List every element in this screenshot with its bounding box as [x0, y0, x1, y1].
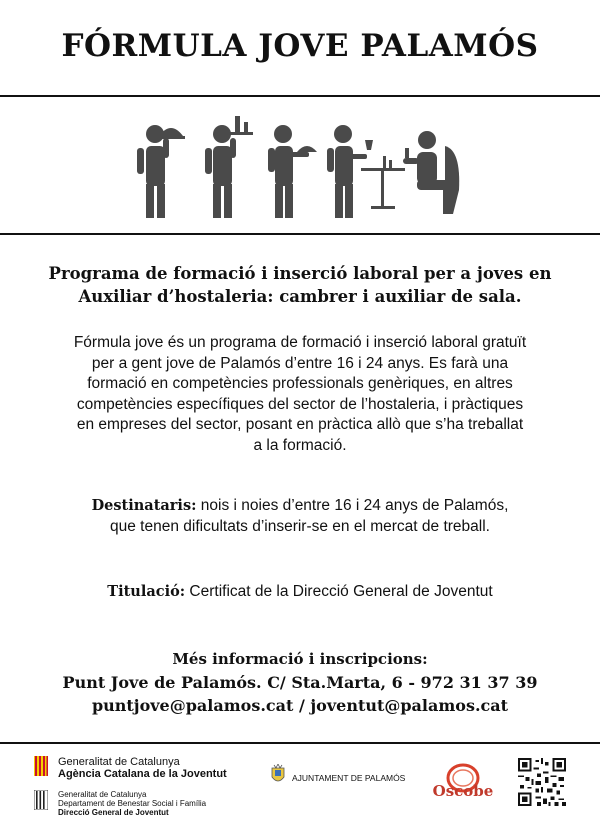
senyera-icon — [34, 790, 48, 810]
waiter-cloche-icon — [137, 125, 185, 218]
gencat2-line3: Direcció General de Joventut — [58, 808, 169, 817]
bottom-divider — [0, 742, 600, 744]
certification-label: Titulació: — [107, 583, 186, 600]
recipients-label: Destinataris: — [91, 497, 197, 514]
program-subtitle — [20, 262, 580, 308]
recipients-text-1: nois i noies d’entre 16 i 24 anys de Palamós, — [196, 497, 509, 514]
recipients-section — [40, 495, 560, 537]
qr-code-icon[interactable] — [518, 758, 566, 806]
subtitle-line-2: Auxiliar d’hostaleria: cambrer i auxiliar de sala. — [78, 287, 522, 306]
waiter-bottle-tray-icon — [205, 116, 253, 218]
oscobe-logo — [428, 758, 498, 808]
description-line: per a gent jove de Palamós d’entre 16 i 24 anys. Es farà una — [91, 354, 509, 372]
ajuntament-label: AJUNTAMENT DE PALAMÓS — [292, 773, 406, 783]
coat-of-arms-icon — [270, 764, 286, 786]
pictogram-strip — [125, 110, 475, 220]
description-line: formació en competències professionals genèriques, en altres — [87, 375, 513, 392]
contact-emails[interactable]: puntjove@palamos.cat / joventut@palamos.cat — [91, 696, 509, 715]
description-line: competències específiques del sector de l’hostaleria, i pràctiques — [76, 395, 524, 413]
gencat2-line1: Generalitat de Catalunya — [58, 790, 147, 799]
waiter-wine-icon — [327, 125, 405, 218]
ajuntament-logo — [270, 764, 420, 794]
subtitle-line-1: Programa de formació i inserció laboral per a joves en — [48, 264, 552, 283]
description-line: a la formació. — [253, 436, 347, 454]
contact-section — [20, 648, 580, 717]
description-line: en empreses del sector, posant en pràctica allò que s’ha treballat — [76, 416, 524, 433]
certification-section — [40, 581, 560, 602]
gencat2-line2: Departament de Benestar Social i Família — [58, 799, 207, 808]
contact-address: Punt Jove de Palamós. C/ Sta.Marta, 6 - 972 31 37 39 — [62, 673, 538, 692]
page-title: FÓRMULA JOVE PALAMÓS — [61, 28, 539, 64]
gencat1-line2: Agència Catalana de la Joventut — [58, 768, 227, 780]
footer-logos — [0, 750, 600, 829]
waiter-serving-icon — [268, 125, 317, 218]
gencat1-line1: Generalitat de Catalunya — [58, 756, 180, 768]
recipients-text-2: que tenen dificultats d’inserir-se en el mercat de treball. — [110, 518, 490, 535]
oscobe-label: Oscobe — [432, 782, 494, 800]
senyera-icon — [34, 756, 48, 776]
description-line: Fórmula jove és un programa de formació i inserció laboral gratuït — [73, 334, 527, 351]
program-description — [40, 333, 560, 456]
certification-text: Certificat de la Direcció General de Joventut — [185, 583, 493, 600]
top-divider — [0, 95, 600, 97]
middle-divider — [0, 233, 600, 235]
contact-heading: Més informació i inscripcions: — [172, 650, 428, 668]
diner-table-icon — [403, 131, 459, 214]
